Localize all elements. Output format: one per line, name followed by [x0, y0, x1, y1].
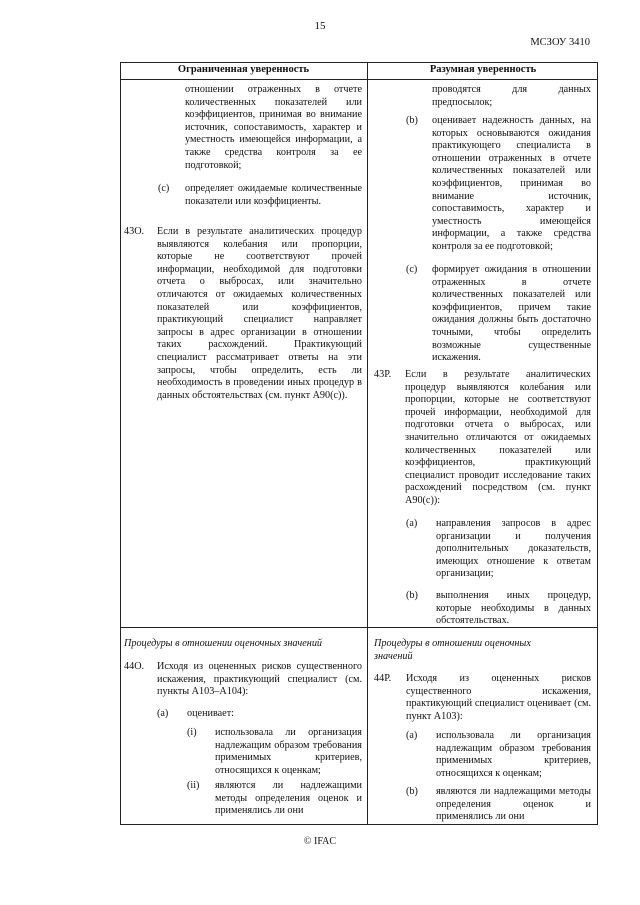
right-item-a-text: направления запросов в адрес организации и получения дополнительных доказательств, имеющих отношение к ответам организации; [436, 518, 591, 580]
right-item-c-text: формирует ожидания в отношении отраженных в отчете количественных показателей или коэффициентов, причем такие ожидания должны быть достаточно точными, чтобы определить возможные существенные искажения. [432, 264, 591, 364]
left-item-a-text: оценивает: [187, 708, 234, 719]
left-item-a-marker: (a) [157, 708, 169, 719]
left-para-43-text: Если в результате аналитических процедур выявляются колебания или пропорции, которые не соответствуют прочей информации, необходимой для подготовки отчета о выбросах, или значительно отличаются от ожидаемых количественных показателей или коэффициентов, практикующий специалист направляет запросы в адрес организации в отношении таких расхождений. Практикующий специалист рассматривает ответы на эти запросы, чтобы определить, есть ли необходимость в проведении иных процедур в данных обстоятельствах (см. пункт A90(c)). [157, 226, 362, 401]
left-para-44-text: Исходя из оцененных рисков существенного искажения, практикующий специалист (см. пункты A103–A104): [157, 661, 362, 698]
left-para-44-number: 44O. [124, 661, 145, 672]
header-rule [120, 79, 598, 80]
right-para-43-number: 43Р. [374, 369, 392, 380]
right-item-b2-marker: (b) [406, 590, 418, 601]
left-section-title: Процедуры в отношении оценочных значений [124, 638, 323, 649]
column-divider [367, 62, 368, 825]
column-header-limited: Ограниченная уверенность [177, 64, 310, 75]
right-para-44-text: Исходя из оцененных рисков существенного искажения, практикующий специалист оценивает (см. пункт A103): [406, 673, 591, 722]
right-item-c-marker: (c) [406, 264, 418, 275]
copyright-footer: © IFAC [303, 836, 337, 847]
right-para-44-number: 44Р. [374, 673, 392, 684]
right-para-43-text: Если в результате аналитических процедур выявляются колебания или пропорции, которые не соответствуют прочей информации, необходимой для подготовки отчета о выбросах, или значительно отличаются от ожидаемых количественных показателей или коэффициентов, практикующий специалист проводит исследование таких расхождений посредством (см. пункт A90(c)): [405, 369, 591, 506]
left-item-ii-marker: (ii) [187, 780, 200, 791]
left-para-43-number: 43O. [124, 226, 145, 237]
left-item-i-text: использовала ли организация надлежащим образом требования применимых критериев, относящихся к оценкам; [215, 727, 362, 776]
left-item-c-text: определяет ожидаемые количественные показатели или коэффициенты. [185, 183, 362, 207]
right-item-b44-text: являются ли надлежащими методы определения оценок и применялись ли они [436, 786, 591, 823]
right-item-a44-marker: (a) [406, 730, 418, 741]
right-item-a-marker: (a) [406, 518, 418, 529]
document-code: МСЗОУ 3410 [530, 37, 590, 48]
right-item-b44-marker: (b) [406, 786, 418, 797]
right-item-a-continued: проводятся для данных предпосылок; [432, 84, 591, 108]
left-item-b-continued: отношении отраженных в отчете количественных показателей или коэффициентов, принимая во внимание источник, сопоставимость, характер и уместность имеющейся информации, а также средства контроля за ее подготовкой; [185, 84, 362, 171]
left-item-c-marker: (c) [158, 183, 170, 194]
right-item-b-marker: (b) [406, 115, 418, 126]
left-item-ii-text: являются ли надлежащими методы определения оценок и применялись ли они [215, 780, 362, 817]
right-item-b-text: оценивает надежность данных, на которых основываются ожидания практикующего специалиста в отношении отраженных в отчете количественных показателей или коэффициентов, принимая во внимание источник, сопоставимость, характер и уместность имеющейся информации, а также средства контроля за ее подготовкой; [432, 115, 591, 252]
right-section-title: Процедуры в отношении оценочных значений [374, 638, 531, 662]
right-item-b2-text: выполнения иных процедур, которые необходимы в данных обстоятельствах. [436, 590, 591, 627]
left-item-i-marker: (i) [187, 727, 197, 738]
column-header-reasonable: Разумная уверенность [429, 64, 537, 75]
right-item-a44-text: использовала ли организация надлежащим образом требования применимых критериев, относящихся к оценкам; [436, 730, 591, 779]
page-number: 15 [314, 20, 326, 32]
